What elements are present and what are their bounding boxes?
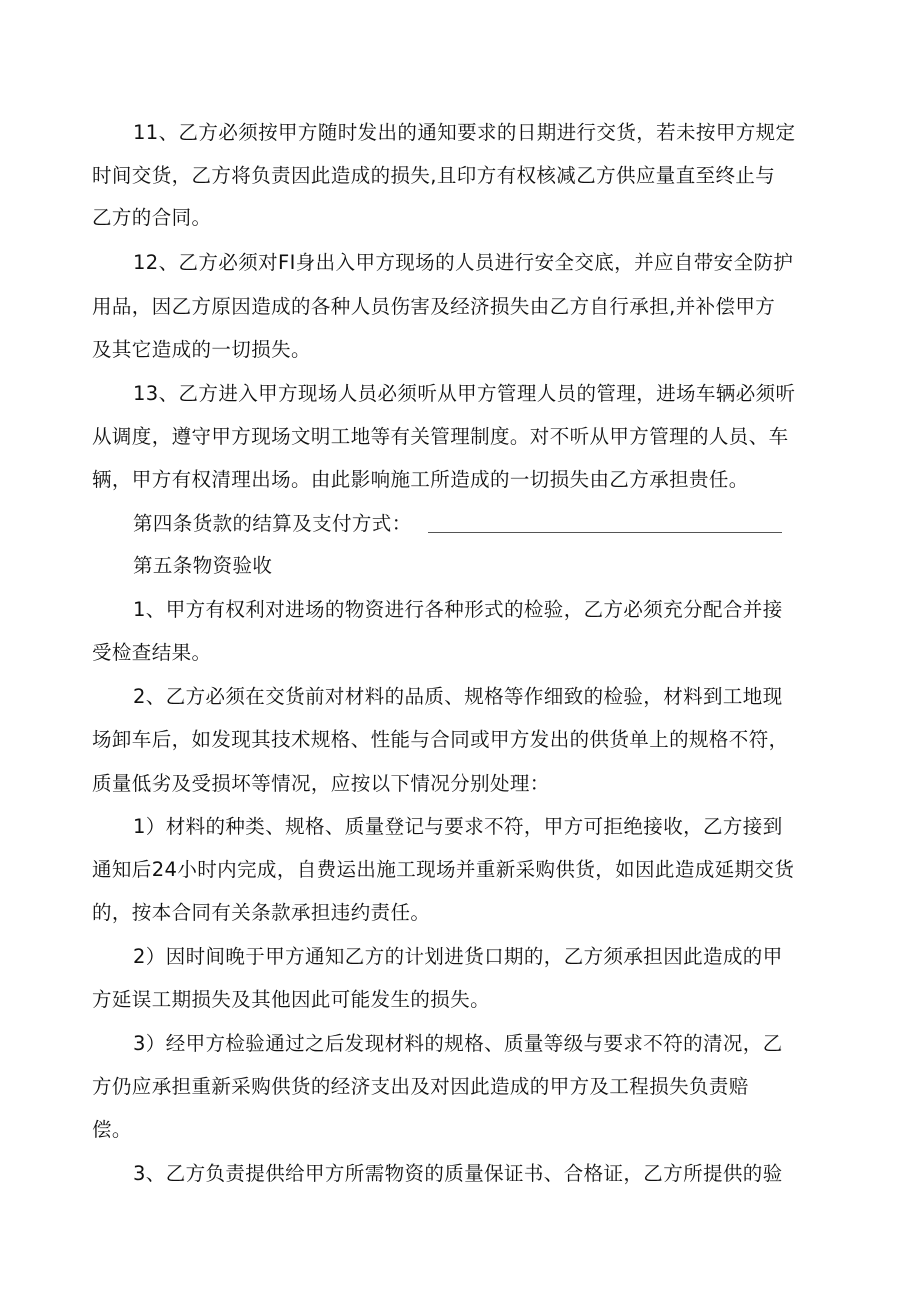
paragraph-11-line-3: 乙方的合同。 bbox=[92, 206, 212, 229]
paragraph-12-line-2: 用品，因乙方原因造成的各种人员伤害及经济损失由乙方自行承担,并补偿甲方 bbox=[92, 295, 776, 318]
item-1-line-2: 受检查结果。 bbox=[92, 641, 212, 664]
article-5-heading: 第五条物资验收 bbox=[133, 554, 273, 577]
sub-item-3-line-3: 偿。 bbox=[92, 1118, 132, 1141]
payment-method-blank bbox=[428, 514, 782, 533]
paragraph-13-line-1: 13、乙方进入甲方现场人员必须听从甲方管理人员的管理，进场车辆必须听 bbox=[133, 382, 796, 405]
paragraph-12-line-1: 12、乙方必须对FI身出入甲方现场的人员进行安全交底，并应自带安全防护 bbox=[133, 251, 794, 274]
paragraph-12-line-3: 及其它造成的一切损失。 bbox=[92, 338, 311, 361]
item-1-line-1: 1、甲方有权利对进场的物资进行各种形式的检验，乙方必须充分配合并接 bbox=[133, 598, 783, 621]
sub-item-2-line-2: 方延误工期损失及其他因此可能发生的损失。 bbox=[92, 988, 491, 1011]
item-2-line-3: 质量低劣及受损坏等情况，应按以下情况分别处理： bbox=[92, 772, 550, 795]
item-2-line-1: 2、乙方必须在交货前对材料的品质、规格等作细致的检验，材料到工地现 bbox=[133, 685, 783, 708]
paragraph-11-line-2: 时间交货，乙方将负责因此造成的损失,且印方有权核减乙方供应量直至终止与 bbox=[92, 164, 776, 187]
sub-item-3-line-1: 3）经甲方检验通过之后发现材料的规格、质量等级与要求不符的清况，乙 bbox=[133, 1032, 783, 1055]
sub-item-1-line-1: 1）材料的种类、规格、质量登记与要求不符，甲方可拒绝接收，乙方接到 bbox=[133, 815, 783, 838]
paragraph-13-line-3: 辆，甲方有权清理出场。由此影响施工所造成的一切损失由乙方承担贵任。 bbox=[92, 468, 749, 491]
sub-item-1-line-2: 通知后24小时内完成，自费运出施工现场并重新采购供货，如因此造成延期交货 bbox=[92, 858, 795, 881]
item-2-line-2: 场卸车后，如发现其技术规格、性能与合同或甲方发出的供货单上的规格不符， bbox=[92, 728, 789, 751]
paragraph-13-line-2: 从调度，遵守甲方现场文明工地等有关管理制度。对不听从甲方管理的人员、车 bbox=[92, 425, 789, 448]
sub-item-1-line-3: 的，按本合同有关条款承担违约责任。 bbox=[92, 901, 431, 924]
item-3-line-1: 3、乙方负责提供给甲方所需物资的质量保证书、合格证，乙方所提供的验 bbox=[133, 1162, 783, 1185]
sub-item-3-line-2: 方仍应承担重新采购供货的经济支出及对因此造成的甲方及工程损失负责赔 bbox=[92, 1075, 749, 1098]
article-4-heading: 第四条货款的结算及支付方式： bbox=[133, 512, 412, 535]
paragraph-11-line-1: 11、乙方必须按甲方随时发出的通知要求的日期进行交货，若未按甲方规定 bbox=[133, 121, 796, 144]
sub-item-2-line-1: 2）因时间晚于甲方通知乙方的计划进货口期的，乙方须承担因此造成的甲 bbox=[133, 945, 783, 968]
article-4-heading-line bbox=[133, 511, 782, 537]
